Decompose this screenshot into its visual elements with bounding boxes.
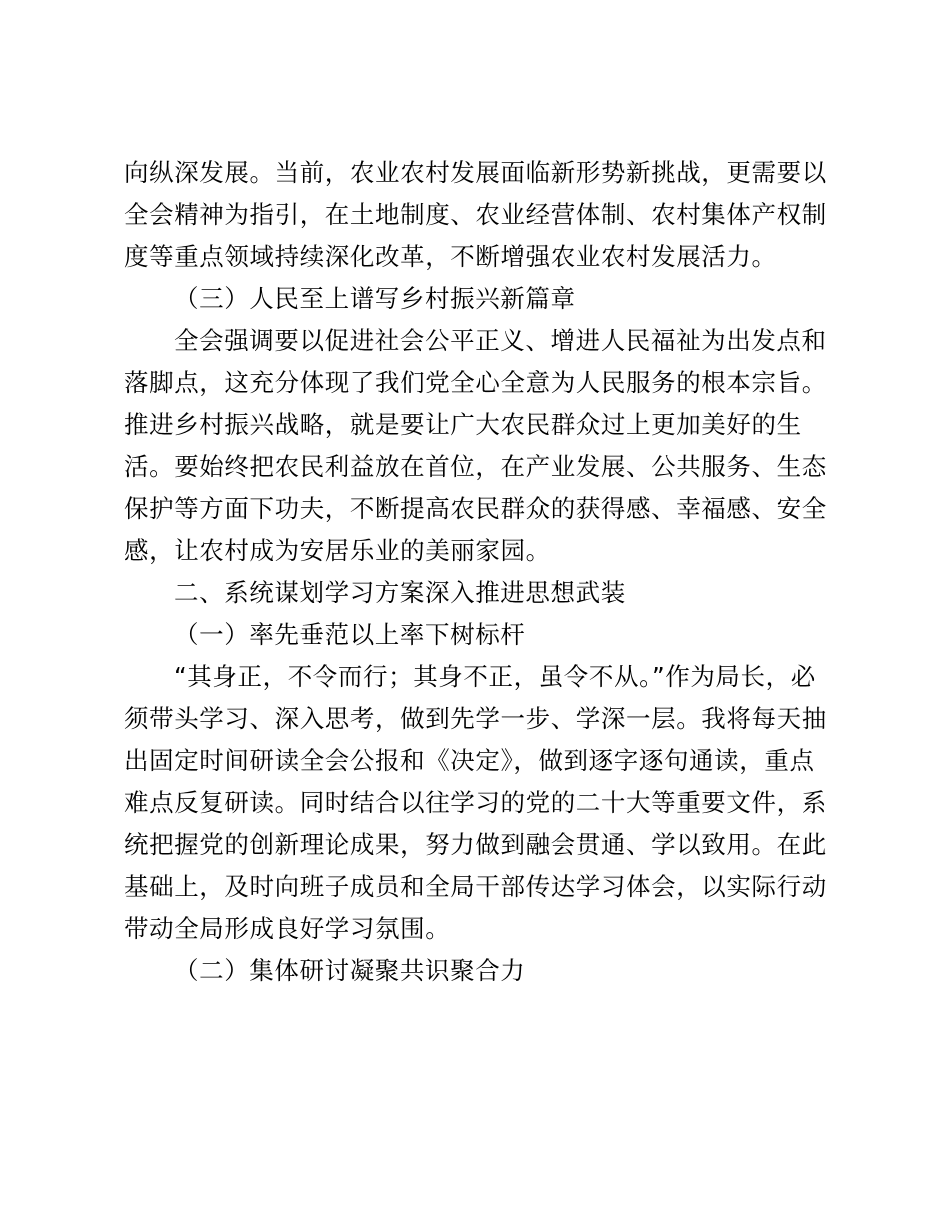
text-line: 出固定时间研读全会公报和《决定》，做到逐字逐句通读，重点: [124, 746, 815, 775]
text-line: 全会精神为指引，在土地制度、农业经营体制、农村集体产权制: [124, 200, 827, 229]
text-line: 难点反复研读。同时结合以往学习的党的二十大等重要文件，系: [124, 788, 827, 817]
text-line: 感，让农村成为安居乐业的美丽家园。: [124, 536, 551, 565]
document-body: [124, 152, 827, 992]
section-heading: （二）集体研讨凝聚共识聚合力: [174, 956, 526, 985]
section-heading: （三）人民至上谱写乡村振兴新篇章: [174, 284, 576, 313]
section-heading: （一）率先垂范以上率下树标杆: [174, 620, 526, 649]
text-line: 推进乡村振兴战略，就是要让广大农民群众过上更加美好的生: [124, 410, 802, 439]
text-line: 基础上，及时向班子成员和全局干部传达学习体会，以实际行动: [124, 872, 827, 901]
text-line: 须带头学习、深入思考，做到先学一步、学深一层。我将每天抽: [124, 704, 827, 733]
text-line: “其身正，不令而行；其身不正，虽令不从。”作为局长，必: [174, 662, 816, 691]
text-line: 度等重点领域持续深化改革，不断增强农业农村发展活力。: [124, 242, 777, 271]
text-line: 统把握党的创新理论成果，努力做到融会贯通、学以致用。在此: [124, 830, 827, 859]
text-line: 向纵深发展。当前，农业农村发展面临新形势新挑战，更需要以: [124, 158, 827, 187]
chapter-heading: 二、系统谋划学习方案深入推进思想武装: [174, 578, 626, 607]
text-line: 保护等方面下功夫，不断提高农民群众的获得感、幸福感、安全: [124, 494, 827, 523]
text-line: 落脚点，这充分体现了我们党全心全意为人民服务的根本宗旨。: [124, 368, 827, 397]
text-line: 活。要始终把农民利益放在首位，在产业发展、公共服务、生态: [124, 452, 827, 481]
text-line: 带动全局形成良好学习氛围。: [124, 914, 451, 943]
text-line: 全会强调要以促进社会公平正义、增进人民福祉为出发点和: [174, 326, 827, 355]
